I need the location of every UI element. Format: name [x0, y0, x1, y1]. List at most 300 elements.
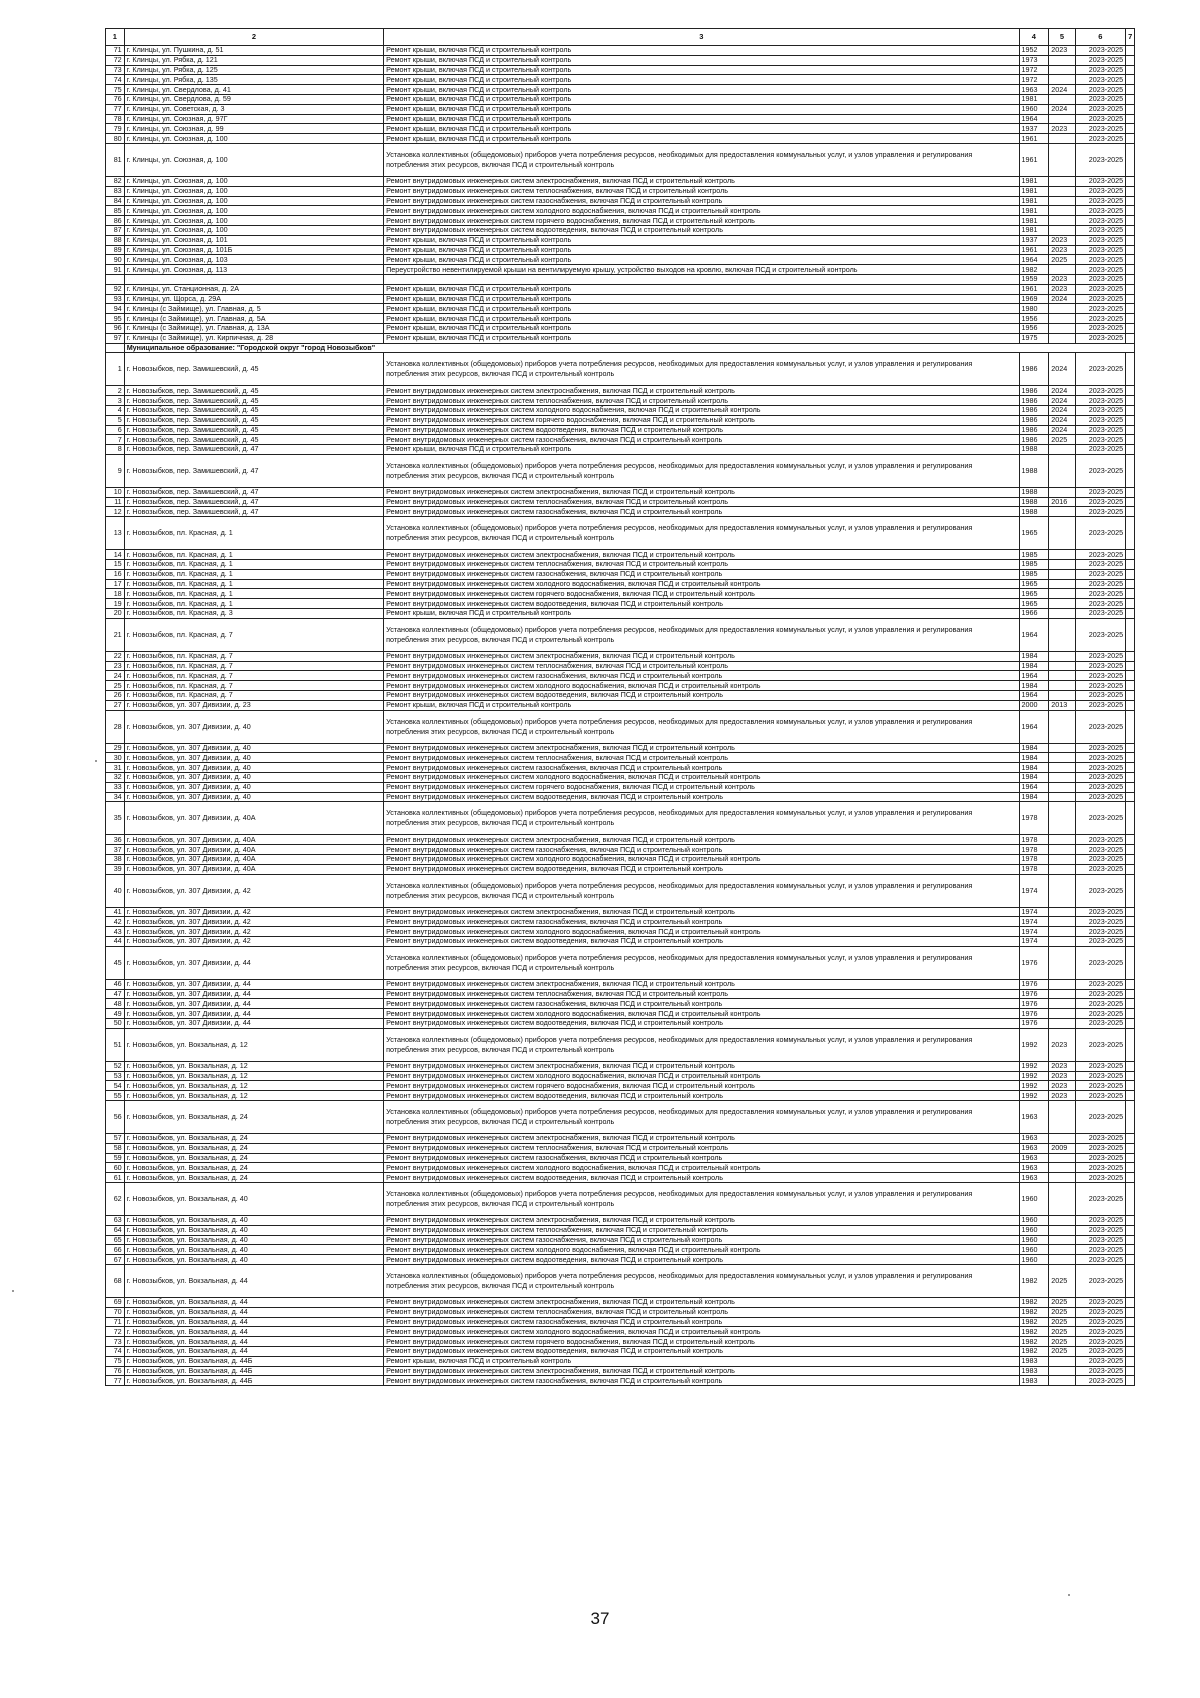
- period-cell: 2023-2025: [1075, 333, 1126, 343]
- period-cell: 2023-2025: [1075, 618, 1126, 651]
- empty-cell: [1126, 1327, 1135, 1337]
- address-cell: г. Клинцы, ул. Союзная, д. 101Б: [124, 245, 383, 255]
- row-number: 35: [106, 802, 125, 835]
- year-built-cell: 1960: [1019, 1225, 1049, 1235]
- year-built-cell: 1992: [1019, 1091, 1049, 1101]
- table-row: [106, 75, 1135, 85]
- period-cell: 2023-2025: [1075, 206, 1126, 216]
- row-number: 34: [106, 792, 125, 802]
- address-cell: г. Новозыбков, пер. Замишевский, д. 45: [124, 425, 383, 435]
- table-row: [106, 124, 1135, 134]
- period-cell: 2023-2025: [1075, 691, 1126, 701]
- year-built-cell: 1972: [1019, 75, 1049, 85]
- year-built-cell: 1960: [1019, 1245, 1049, 1255]
- work-type-cell: Ремонт внутридомовых инженерных систем водоотведения, включая ПСД и строительный контроль: [384, 937, 1019, 947]
- address-cell: г. Новозыбков, ул. 307 Дивизии, д. 40А: [124, 855, 383, 865]
- work-type-cell: Ремонт внутридомовых инженерных систем газоснабжения, включая ПСД и строительный контроль: [384, 507, 1019, 517]
- table-row: [106, 1307, 1135, 1317]
- year-built-cell: 1956: [1019, 314, 1049, 324]
- row-number: 39: [106, 864, 125, 874]
- last-repair-year-cell: [1049, 1376, 1075, 1386]
- year-built-cell: 1986: [1019, 396, 1049, 406]
- last-repair-year-cell: [1049, 845, 1075, 855]
- row-number: 4: [106, 405, 125, 415]
- last-repair-year-cell: [1049, 710, 1075, 743]
- last-repair-year-cell: [1049, 265, 1075, 275]
- address-cell: г. Новозыбков, ул. Вокзальная, д. 40: [124, 1215, 383, 1225]
- address-cell: г. Новозыбков, пл. Красная, д. 1: [124, 569, 383, 579]
- row-number: 30: [106, 753, 125, 763]
- year-built-cell: 1982: [1019, 1264, 1049, 1297]
- table-row: [106, 946, 1135, 979]
- work-type-cell: Ремонт крыши, включая ПСД и строительный контроль: [384, 55, 1019, 65]
- address-cell: г. Клинцы, ул. Советская, д. 3: [124, 104, 383, 114]
- row-number: 19: [106, 599, 125, 609]
- row-number: 84: [106, 196, 125, 206]
- table-row: [106, 284, 1135, 294]
- year-built-cell: 1975: [1019, 333, 1049, 343]
- period-cell: 2023-2025: [1075, 1346, 1126, 1356]
- address-cell: г. Новозыбков, ул. Вокзальная, д. 12: [124, 1081, 383, 1091]
- year-built-cell: 1982: [1019, 1346, 1049, 1356]
- last-repair-year-cell: [1049, 681, 1075, 691]
- scan-speck: [12, 1290, 14, 1292]
- empty-cell: [1126, 104, 1135, 114]
- address-cell: г. Клинцы, ул. Союзная, д. 101: [124, 235, 383, 245]
- table-row: [106, 396, 1135, 406]
- empty-cell: [1126, 85, 1135, 95]
- work-type-cell: Ремонт внутридомовых инженерных систем электроснабжения, включая ПСД и строительный контроль: [384, 176, 1019, 186]
- last-repair-year-cell: [1049, 550, 1075, 560]
- table-row: [106, 425, 1135, 435]
- last-repair-year-cell: 2024: [1049, 104, 1075, 114]
- row-number: [106, 274, 125, 284]
- year-built-cell: 1963: [1019, 1143, 1049, 1153]
- year-built-cell: 1963: [1019, 1100, 1049, 1133]
- work-type-cell: Ремонт внутридомовых инженерных систем электроснабжения, включая ПСД и строительный контроль: [384, 979, 1019, 989]
- address-cell: г. Новозыбков, ул. Вокзальная, д. 44: [124, 1264, 383, 1297]
- year-built-cell: 1981: [1019, 225, 1049, 235]
- table-row: [106, 1317, 1135, 1327]
- last-repair-year-cell: 2025: [1049, 255, 1075, 265]
- year-built-cell: 1969: [1019, 294, 1049, 304]
- period-cell: 2023-2025: [1075, 196, 1126, 206]
- address-cell: г. Новозыбков, ул. 307 Дивизии, д. 44: [124, 1018, 383, 1028]
- last-repair-year-cell: 2009: [1049, 1143, 1075, 1153]
- year-built-cell: 1982: [1019, 1307, 1049, 1317]
- period-cell: 2023-2025: [1075, 599, 1126, 609]
- work-type-cell: Ремонт крыши, включая ПСД и строительный контроль: [384, 445, 1019, 455]
- work-type-cell: Ремонт внутридомовых инженерных систем теплоснабжения, включая ПСД и строительный контроль: [384, 661, 1019, 671]
- year-built-cell: 1984: [1019, 753, 1049, 763]
- address-cell: г. Новозыбков, ул. Вокзальная, д. 12: [124, 1028, 383, 1061]
- row-number: 17: [106, 579, 125, 589]
- year-built-cell: 1960: [1019, 1215, 1049, 1225]
- last-repair-year-cell: 2023: [1049, 235, 1075, 245]
- row-number: 93: [106, 294, 125, 304]
- table-row: [106, 937, 1135, 947]
- year-built-cell: 1960: [1019, 1255, 1049, 1265]
- period-cell: 2023-2025: [1075, 1133, 1126, 1143]
- empty-cell: [1126, 550, 1135, 560]
- empty-cell: [1126, 1317, 1135, 1327]
- work-type-cell: Ремонт крыши, включая ПСД и строительный контроль: [384, 255, 1019, 265]
- year-built-cell: 1982: [1019, 1317, 1049, 1327]
- row-number: 72: [106, 55, 125, 65]
- address-cell: г. Клинцы, ул. Щорса, д. 29А: [124, 294, 383, 304]
- row-number: 24: [106, 671, 125, 681]
- empty-cell: [1126, 1163, 1135, 1173]
- year-built-cell: 1976: [1019, 1009, 1049, 1019]
- period-cell: 2023-2025: [1075, 216, 1126, 226]
- row-number: 1: [106, 353, 125, 386]
- year-built-cell: 1964: [1019, 114, 1049, 124]
- period-cell: 2023-2025: [1075, 874, 1126, 907]
- table-row: [106, 589, 1135, 599]
- work-type-cell: Ремонт внутридомовых инженерных систем электроснабжения, включая ПСД и строительный контроль: [384, 386, 1019, 396]
- last-repair-year-cell: [1049, 304, 1075, 314]
- last-repair-year-cell: [1049, 314, 1075, 324]
- row-number: 74: [106, 1346, 125, 1356]
- year-built-cell: 1959: [1019, 274, 1049, 284]
- address-cell: г. Новозыбков, пер. Замишевский, д. 45: [124, 396, 383, 406]
- last-repair-year-cell: [1049, 1153, 1075, 1163]
- work-type-cell: Ремонт внутридомовых инженерных систем электроснабжения, включая ПСД и строительный контроль: [384, 1061, 1019, 1071]
- address-cell: г. Клинцы, ул. Союзная, д. 99: [124, 124, 383, 134]
- last-repair-year-cell: [1049, 773, 1075, 783]
- year-built-cell: 1963: [1019, 85, 1049, 95]
- year-built-cell: 1985: [1019, 550, 1049, 560]
- work-type-cell: Ремонт внутридомовых инженерных систем газоснабжения, включая ПСД и строительный контроль: [384, 1376, 1019, 1386]
- row-number: 7: [106, 435, 125, 445]
- table-row: [106, 134, 1135, 144]
- row-number: 75: [106, 1356, 125, 1366]
- row-number: 43: [106, 927, 125, 937]
- address-cell: г. Новозыбков, пер. Замишевский, д. 47: [124, 507, 383, 517]
- last-repair-year-cell: [1049, 763, 1075, 773]
- work-type-cell: Ремонт внутридомовых инженерных систем теплоснабжения, включая ПСД и строительный контроль: [384, 497, 1019, 507]
- address-cell: г. Клинцы (с Займище), ул. Главная, д. 5: [124, 304, 383, 314]
- table-row: [106, 304, 1135, 314]
- empty-cell: [1126, 1143, 1135, 1153]
- last-repair-year-cell: [1049, 1366, 1075, 1376]
- last-repair-year-cell: [1049, 937, 1075, 947]
- table-row: [106, 1100, 1135, 1133]
- table-row: [106, 265, 1135, 275]
- row-number: 65: [106, 1235, 125, 1245]
- period-cell: 2023-2025: [1075, 1245, 1126, 1255]
- work-type-cell: Ремонт внутридомовых инженерных систем теплоснабжения, включая ПСД и строительный контроль: [384, 1307, 1019, 1317]
- last-repair-year-cell: 2013: [1049, 700, 1075, 710]
- address-cell: г. Новозыбков, пл. Красная, д. 7: [124, 661, 383, 671]
- table-row: [106, 874, 1135, 907]
- period-cell: 2023-2025: [1075, 1255, 1126, 1265]
- row-number: 46: [106, 979, 125, 989]
- year-built-cell: 1960: [1019, 1182, 1049, 1215]
- year-built-cell: 1981: [1019, 176, 1049, 186]
- work-type-cell: Ремонт крыши, включая ПСД и строительный контроль: [384, 124, 1019, 134]
- work-type-cell: Ремонт внутридомовых инженерных систем водоотведения, включая ПСД и строительный контроль: [384, 864, 1019, 874]
- address-cell: г. Новозыбков, ул. 307 Дивизии, д. 40: [124, 710, 383, 743]
- work-type-cell: Ремонт внутридомовых инженерных систем газоснабжения, включая ПСД и строительный контроль: [384, 435, 1019, 445]
- period-cell: 2023-2025: [1075, 124, 1126, 134]
- last-repair-year-cell: 2024: [1049, 415, 1075, 425]
- year-built-cell: 1963: [1019, 1133, 1049, 1143]
- empty-cell: [1126, 255, 1135, 265]
- year-built-cell: 1964: [1019, 255, 1049, 265]
- period-cell: 2023-2025: [1075, 651, 1126, 661]
- address-cell: г. Новозыбков, ул. Вокзальная, д. 40: [124, 1245, 383, 1255]
- address-cell: г. Клинцы, ул. Рябка, д. 135: [124, 75, 383, 85]
- table-row: [106, 65, 1135, 75]
- year-built-cell: 1988: [1019, 487, 1049, 497]
- table-row: [106, 206, 1135, 216]
- table-row: [106, 176, 1135, 186]
- row-number: 79: [106, 124, 125, 134]
- row-number: 48: [106, 999, 125, 1009]
- period-cell: 2023-2025: [1075, 75, 1126, 85]
- work-type-cell: Ремонт крыши, включая ПСД и строительный контроль: [384, 94, 1019, 104]
- row-number: 15: [106, 560, 125, 570]
- address-cell: г. Новозыбков, ул. 307 Дивизии, д. 42: [124, 917, 383, 927]
- table-row: [106, 1225, 1135, 1235]
- empty-cell: [1126, 225, 1135, 235]
- empty-cell: [1126, 1133, 1135, 1143]
- table-row: [106, 560, 1135, 570]
- row-number: 40: [106, 874, 125, 907]
- table-row: [106, 1081, 1135, 1091]
- table-row: [106, 405, 1135, 415]
- year-built-cell: 1986: [1019, 353, 1049, 386]
- year-built-cell: 1985: [1019, 569, 1049, 579]
- empty-cell: [1126, 497, 1135, 507]
- year-built-cell: 1973: [1019, 55, 1049, 65]
- work-type-cell: Ремонт внутридомовых инженерных систем водоотведения, включая ПСД и строительный контроль: [384, 691, 1019, 701]
- municipality-title: Муниципальное образование: "Городской округ "город Новозыбков": [124, 343, 1134, 353]
- empty-cell: [1126, 353, 1135, 386]
- header-cell: 3: [384, 29, 1019, 46]
- work-type-cell: Ремонт крыши, включая ПСД и строительный контроль: [384, 235, 1019, 245]
- table-row: [106, 855, 1135, 865]
- year-built-cell: 1961: [1019, 143, 1049, 176]
- last-repair-year-cell: 2024: [1049, 405, 1075, 415]
- row-number: 75: [106, 85, 125, 95]
- last-repair-year-cell: [1049, 579, 1075, 589]
- empty-cell: [1126, 835, 1135, 845]
- year-built-cell: 1956: [1019, 323, 1049, 333]
- work-type-cell: Ремонт внутридомовых инженерных систем газоснабжения, включая ПСД и строительный контроль: [384, 569, 1019, 579]
- table-row: [106, 773, 1135, 783]
- header-cell: 1: [106, 29, 125, 46]
- table-row: [106, 454, 1135, 487]
- row-number: 11: [106, 497, 125, 507]
- empty-cell: [1126, 1337, 1135, 1347]
- last-repair-year-cell: 2023: [1049, 1071, 1075, 1081]
- work-type-cell: Ремонт внутридомовых инженерных систем электроснабжения, включая ПСД и строительный контроль: [384, 743, 1019, 753]
- period-cell: 2023-2025: [1075, 435, 1126, 445]
- row-number: 18: [106, 589, 125, 599]
- address-cell: г. Новозыбков, ул. Вокзальная, д. 24: [124, 1100, 383, 1133]
- table-row: [106, 1376, 1135, 1386]
- work-type-cell: Ремонт внутридомовых инженерных систем электроснабжения, включая ПСД и строительный контроль: [384, 651, 1019, 661]
- address-cell: г. Клинцы, ул. Союзная, д. 100: [124, 216, 383, 226]
- table-row: [106, 353, 1135, 386]
- year-built-cell: 1981: [1019, 206, 1049, 216]
- empty-cell: [1126, 75, 1135, 85]
- table-row: [106, 1337, 1135, 1347]
- table-row: [106, 435, 1135, 445]
- work-type-cell: Установка коллективных (общедомовых) приборов учета потребления ресурсов, необходимых для предоставления коммунальных услуг, и узлов управления и регулирования потребления этих ресурсов, включая ПСД и строительный контроль: [384, 353, 1019, 386]
- row-number: 73: [106, 65, 125, 75]
- work-type-cell: Ремонт внутридомовых инженерных систем горячего водоснабжения, включая ПСД и строительный контроль: [384, 1081, 1019, 1091]
- row-number: 77: [106, 104, 125, 114]
- period-cell: 2023-2025: [1075, 1235, 1126, 1245]
- last-repair-year-cell: [1049, 65, 1075, 75]
- row-number: 5: [106, 415, 125, 425]
- period-cell: 2023-2025: [1075, 1061, 1126, 1071]
- row-number: 31: [106, 763, 125, 773]
- table-row: [106, 917, 1135, 927]
- period-cell: 2023-2025: [1075, 85, 1126, 95]
- period-cell: 2023-2025: [1075, 46, 1126, 56]
- work-type-cell: Ремонт крыши, включая ПСД и строительный контроль: [384, 333, 1019, 343]
- year-built-cell: 1963: [1019, 1173, 1049, 1183]
- year-built-cell: 1965: [1019, 517, 1049, 550]
- year-built-cell: 1984: [1019, 792, 1049, 802]
- work-type-cell: Ремонт внутридомовых инженерных систем горячего водоснабжения, включая ПСД и строительный контроль: [384, 589, 1019, 599]
- empty-cell: [1126, 560, 1135, 570]
- empty-cell: [1126, 802, 1135, 835]
- address-cell: г. Новозыбков, ул. Вокзальная, д. 44: [124, 1317, 383, 1327]
- address-cell: г. Новозыбков, ул. Вокзальная, д. 24: [124, 1173, 383, 1183]
- empty-cell: [1126, 235, 1135, 245]
- empty-cell: [1126, 1264, 1135, 1297]
- period-cell: 2023-2025: [1075, 507, 1126, 517]
- address-cell: г. Новозыбков, ул. 307 Дивизии, д. 42: [124, 907, 383, 917]
- empty-cell: [1126, 396, 1135, 406]
- row-number: 78: [106, 114, 125, 124]
- last-repair-year-cell: 2025: [1049, 1264, 1075, 1297]
- empty-cell: [1126, 1307, 1135, 1317]
- work-type-cell: Ремонт крыши, включая ПСД и строительный контроль: [384, 114, 1019, 124]
- table-row: [106, 1143, 1135, 1153]
- header-cell: 4: [1019, 29, 1049, 46]
- table-row: [106, 651, 1135, 661]
- last-repair-year-cell: 2024: [1049, 396, 1075, 406]
- table-row: [106, 1173, 1135, 1183]
- address-cell: г. Клинцы, ул. Союзная, д. 97Г: [124, 114, 383, 124]
- period-cell: 2023-2025: [1075, 487, 1126, 497]
- table-row: [106, 186, 1135, 196]
- period-cell: 2023-2025: [1075, 864, 1126, 874]
- work-type-cell: Ремонт внутридомовых инженерных систем холодного водоснабжения, включая ПСД и строительный контроль: [384, 405, 1019, 415]
- work-type-cell: Ремонт внутридомовых инженерных систем газоснабжения, включая ПСД и строительный контроль: [384, 1153, 1019, 1163]
- address-cell: г. Клинцы, ул. Союзная, д. 103: [124, 255, 383, 265]
- address-cell: г. Клинцы (с Займище), ул. Кирпичная, д. 28: [124, 333, 383, 343]
- last-repair-year-cell: 2023: [1049, 245, 1075, 255]
- year-built-cell: 1978: [1019, 845, 1049, 855]
- year-built-cell: 1974: [1019, 937, 1049, 947]
- year-built-cell: 1978: [1019, 835, 1049, 845]
- header-cell: 2: [124, 29, 383, 46]
- empty-cell: [1126, 1346, 1135, 1356]
- work-type-cell: Ремонт внутридомовых инженерных систем газоснабжения, включая ПСД и строительный контроль: [384, 917, 1019, 927]
- empty-cell: [1126, 1071, 1135, 1081]
- last-repair-year-cell: [1049, 691, 1075, 701]
- address-cell: г. Клинцы, ул. Союзная, д. 100: [124, 225, 383, 235]
- table-row: [106, 792, 1135, 802]
- empty-cell: [1126, 864, 1135, 874]
- table-row: [106, 274, 1135, 284]
- year-built-cell: 1984: [1019, 773, 1049, 783]
- year-built-cell: 1988: [1019, 497, 1049, 507]
- work-type-cell: Ремонт крыши, включая ПСД и строительный контроль: [384, 294, 1019, 304]
- address-cell: г. Новозыбков, ул. Вокзальная, д. 24: [124, 1163, 383, 1173]
- table-row: [106, 1245, 1135, 1255]
- work-type-cell: Установка коллективных (общедомовых) приборов учета потребления ресурсов, необходимых для предоставления коммунальных услуг, и узлов управления и регулирования потребления этих ресурсов, включая ПСД и строительный контроль: [384, 517, 1019, 550]
- row-number: 92: [106, 284, 125, 294]
- work-type-cell: Ремонт крыши, включая ПСД и строительный контроль: [384, 700, 1019, 710]
- empty-cell: [1126, 946, 1135, 979]
- period-cell: 2023-2025: [1075, 1307, 1126, 1317]
- period-cell: 2023-2025: [1075, 681, 1126, 691]
- last-repair-year-cell: 2023: [1049, 1028, 1075, 1061]
- year-built-cell: 1972: [1019, 65, 1049, 75]
- period-cell: 2023-2025: [1075, 671, 1126, 681]
- address-cell: г. Новозыбков, ул. Вокзальная, д. 44: [124, 1297, 383, 1307]
- period-cell: 2023-2025: [1075, 999, 1126, 1009]
- row-number: 16: [106, 569, 125, 579]
- row-number: 21: [106, 618, 125, 651]
- period-cell: 2023-2025: [1075, 782, 1126, 792]
- year-built-cell: 1974: [1019, 907, 1049, 917]
- period-cell: 2023-2025: [1075, 1153, 1126, 1163]
- work-type-cell: Ремонт крыши, включая ПСД и строительный контроль: [384, 314, 1019, 324]
- last-repair-year-cell: [1049, 333, 1075, 343]
- year-built-cell: 1984: [1019, 743, 1049, 753]
- period-cell: 2023-2025: [1075, 1356, 1126, 1366]
- work-type-cell: Ремонт внутридомовых инженерных систем холодного водоснабжения, включая ПСД и строительный контроль: [384, 1071, 1019, 1081]
- empty-cell: [1126, 304, 1135, 314]
- year-built-cell: 1986: [1019, 435, 1049, 445]
- row-number: 88: [106, 235, 125, 245]
- table-row: [106, 1327, 1135, 1337]
- work-type-cell: Ремонт внутридомовых инженерных систем холодного водоснабжения, включая ПСД и строительный контроль: [384, 855, 1019, 865]
- period-cell: 2023-2025: [1075, 802, 1126, 835]
- period-cell: 2023-2025: [1075, 245, 1126, 255]
- work-type-cell: Ремонт внутридомовых инженерных систем холодного водоснабжения, включая ПСД и строительный контроль: [384, 206, 1019, 216]
- row-number: 14: [106, 550, 125, 560]
- last-repair-year-cell: [1049, 589, 1075, 599]
- last-repair-year-cell: 2024: [1049, 294, 1075, 304]
- period-cell: 2023-2025: [1075, 560, 1126, 570]
- last-repair-year-cell: [1049, 1009, 1075, 1019]
- table-row: [106, 445, 1135, 455]
- table-row: [106, 245, 1135, 255]
- empty-cell: [1126, 1235, 1135, 1245]
- row-number: 23: [106, 661, 125, 671]
- year-built-cell: 1984: [1019, 661, 1049, 671]
- year-built-cell: 1982: [1019, 265, 1049, 275]
- period-cell: 2023-2025: [1075, 1081, 1126, 1091]
- empty-cell: [1126, 753, 1135, 763]
- year-built-cell: 1986: [1019, 425, 1049, 435]
- row-number: 66: [106, 1245, 125, 1255]
- period-cell: 2023-2025: [1075, 1225, 1126, 1235]
- empty-cell: [1126, 143, 1135, 176]
- address-cell: г. Новозыбков, ул. Вокзальная, д. 44Б: [124, 1356, 383, 1366]
- period-cell: 2023-2025: [1075, 1173, 1126, 1183]
